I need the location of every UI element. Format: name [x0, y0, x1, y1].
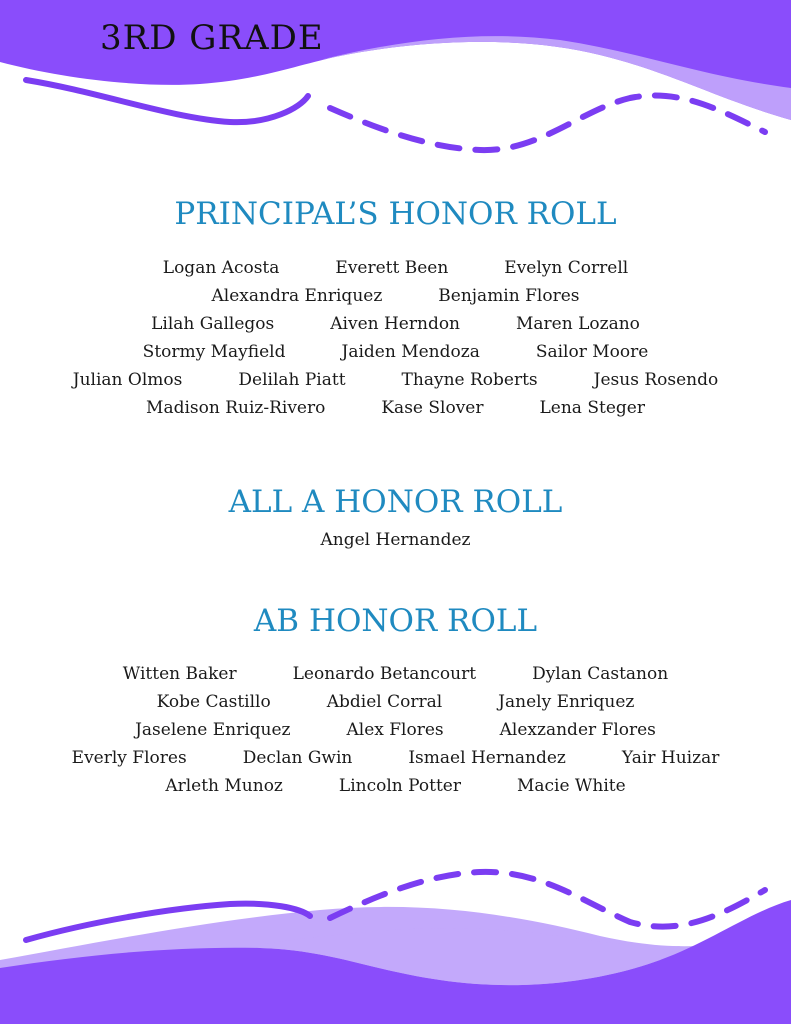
student-name: Kobe Castillo — [156, 692, 271, 712]
student-name: Kase Slover — [381, 398, 484, 418]
student-name: Aiven Herndon — [330, 314, 461, 334]
name-row — [0, 744, 791, 772]
student-name: Abdiel Corral — [326, 692, 443, 712]
student-name: Delilah Piatt — [238, 370, 346, 390]
bottom-wave-decoration — [0, 850, 791, 1024]
student-name: Sailor Moore — [535, 342, 649, 362]
student-name: Evelyn Correll — [504, 258, 629, 278]
student-name: Logan Acosta — [162, 258, 280, 278]
student-name: Witten Baker — [122, 664, 237, 684]
name-row — [0, 660, 791, 688]
ab-honor-roll-heading: AB HONOR ROLL — [253, 603, 538, 639]
ab-honor-roll-list — [0, 660, 791, 800]
student-name: Leonardo Betancourt — [292, 664, 477, 684]
student-name: Yair Huizar — [621, 748, 720, 768]
student-name: Everly Flores — [71, 748, 187, 768]
student-name: Alex Flores — [346, 720, 444, 740]
student-name: Macie White — [516, 776, 626, 796]
student-name: Lincoln Potter — [338, 776, 461, 796]
name-row — [0, 254, 791, 282]
student-name: Jaiden Mendoza — [341, 342, 480, 362]
student-name: Ismael Hernandez — [408, 748, 566, 768]
name-row — [0, 282, 791, 310]
name-row — [0, 526, 791, 554]
student-name: Janely Enriquez — [498, 692, 635, 712]
name-row — [0, 688, 791, 716]
student-name: Lilah Gallegos — [151, 314, 275, 334]
student-name: Julian Olmos — [72, 370, 183, 390]
student-name: Jaselene Enriquez — [135, 720, 291, 740]
name-row — [0, 366, 791, 394]
student-name: Maren Lozano — [516, 314, 640, 334]
grade-title: 3RD GRADE — [100, 18, 324, 58]
name-row — [0, 338, 791, 366]
student-name: Alexandra Enriquez — [211, 286, 383, 306]
student-name: Jesus Rosendo — [593, 370, 719, 390]
student-name: Arleth Munoz — [165, 776, 283, 796]
student-name: Stormy Mayfield — [142, 342, 286, 362]
student-name: Thayne Roberts — [401, 370, 538, 390]
student-name: Madison Ruiz-Rivero — [146, 398, 326, 418]
name-row — [0, 772, 791, 800]
student-name: Declan Gwin — [242, 748, 353, 768]
name-row — [0, 716, 791, 744]
name-row — [0, 310, 791, 338]
principal-honor-roll-heading: PRINCIPAL’S HONOR ROLL — [174, 196, 617, 232]
student-name: Alexzander Flores — [499, 720, 656, 740]
all-a-honor-roll-heading: ALL A HONOR ROLL — [228, 484, 563, 520]
principal-honor-roll-list — [0, 254, 791, 422]
student-name: Benjamin Flores — [438, 286, 580, 306]
student-name: Lena Steger — [539, 398, 645, 418]
student-name: Everett Been — [335, 258, 449, 278]
name-row — [0, 394, 791, 422]
student-name: Dylan Castanon — [532, 664, 669, 684]
student-name: Angel Hernandez — [320, 530, 471, 550]
all-a-honor-roll-list — [0, 526, 791, 554]
